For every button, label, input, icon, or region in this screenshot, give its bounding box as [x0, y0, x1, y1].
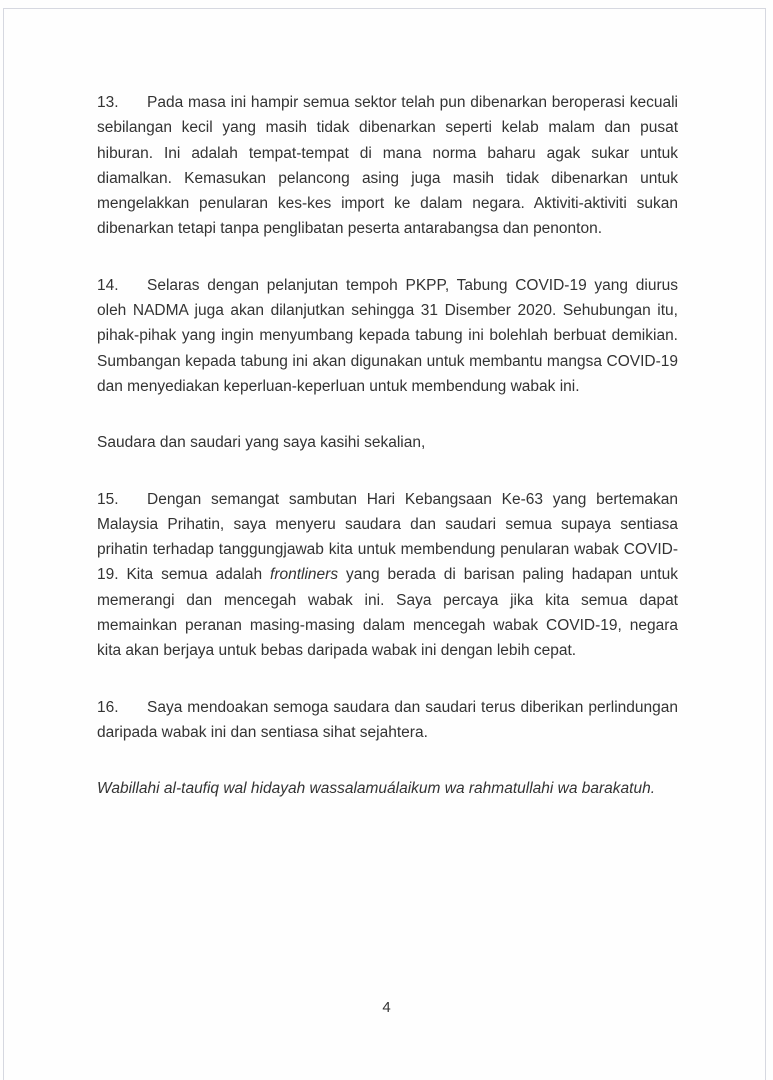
page-content [97, 90, 678, 802]
paragraph-13 [97, 90, 678, 242]
paragraph-15-text-after: yang berada di barisan paling hadapan untuk memerangi dan mencegah wabak ini. Saya percaya jika kita semua dapat memainkan peranan masing-masing dalam mencegah wabak COVID-19, negara kita akan berjaya untuk bebas daripada wabak ini dengan lebih cepat. [97, 566, 678, 660]
paragraph-15 [97, 487, 678, 664]
salutation-line: Saudara dan saudari yang saya kasihi sekalian, [97, 434, 426, 452]
paragraph-16-text: Saya mendoakan semoga saudara dan saudari terus diberikan perlindungan daripada wabak ini dan sentiasa sihat sejahtera. [97, 698, 678, 741]
italic-term-frontliners: frontliners [270, 566, 339, 584]
paragraph-16-number: 16. [97, 698, 119, 716]
page-number: 4 [382, 999, 391, 1016]
paragraph-14-number: 14. [97, 276, 119, 294]
paragraph-13-number: 13. [97, 94, 119, 111]
paragraph-14 [97, 273, 678, 399]
paragraph-15-number: 15. [97, 490, 119, 508]
paragraph-14-text: Selaras dengan pelanjutan tempoh PKPP, Tabung COVID-19 yang diurus oleh NADMA juga akan dilanjutkan sehingga 31 Disember 2020. Sehubungan itu, pihak-pihak yang ingin menyumbang kepada tabung ini bolehlah berbuat demikian. Sumbangan kepada tabung ini akan digunakan untuk membantu mangsa COVID-19 dan menyediakan keperluan-keperluan untuk membendung wabak ini. [97, 276, 678, 395]
paragraph-13-text: Pada masa ini hampir semua sektor telah pun dibenarkan beroperasi kecuali sebilangan kecil yang masih tidak dibenarkan seperti kelab malam dan pusat hiburan. Ini adalah tempat-tempat di mana norma baharu agak sukar untuk diamalkan. Kemasukan pelancong asing juga masih tidak dibenarkan untuk mengelakkan penularan kes-kes import ke dalam negara. Aktiviti-aktiviti sukan dibenarkan tetapi tanpa penglibatan peserta antarabangsa dan penonton. [97, 94, 678, 238]
paragraph-15-text-before: Dengan semangat sambutan Hari Kebangsaan Ke-63 yang bertemakan Malaysia Prihatin, saya menyeru saudara dan saudari semua supaya sentiasa prihatin terhadap tanggungjawab kita untuk membendung penularan wabak COVID-19. Kita semua adalah [97, 490, 678, 584]
closing-doa-line: Wabillahi al-taufiq wal hidayah wassalamuálaikum wa rahmatullahi wa barakatuh. [97, 780, 655, 798]
paragraph-16 [97, 695, 678, 746]
